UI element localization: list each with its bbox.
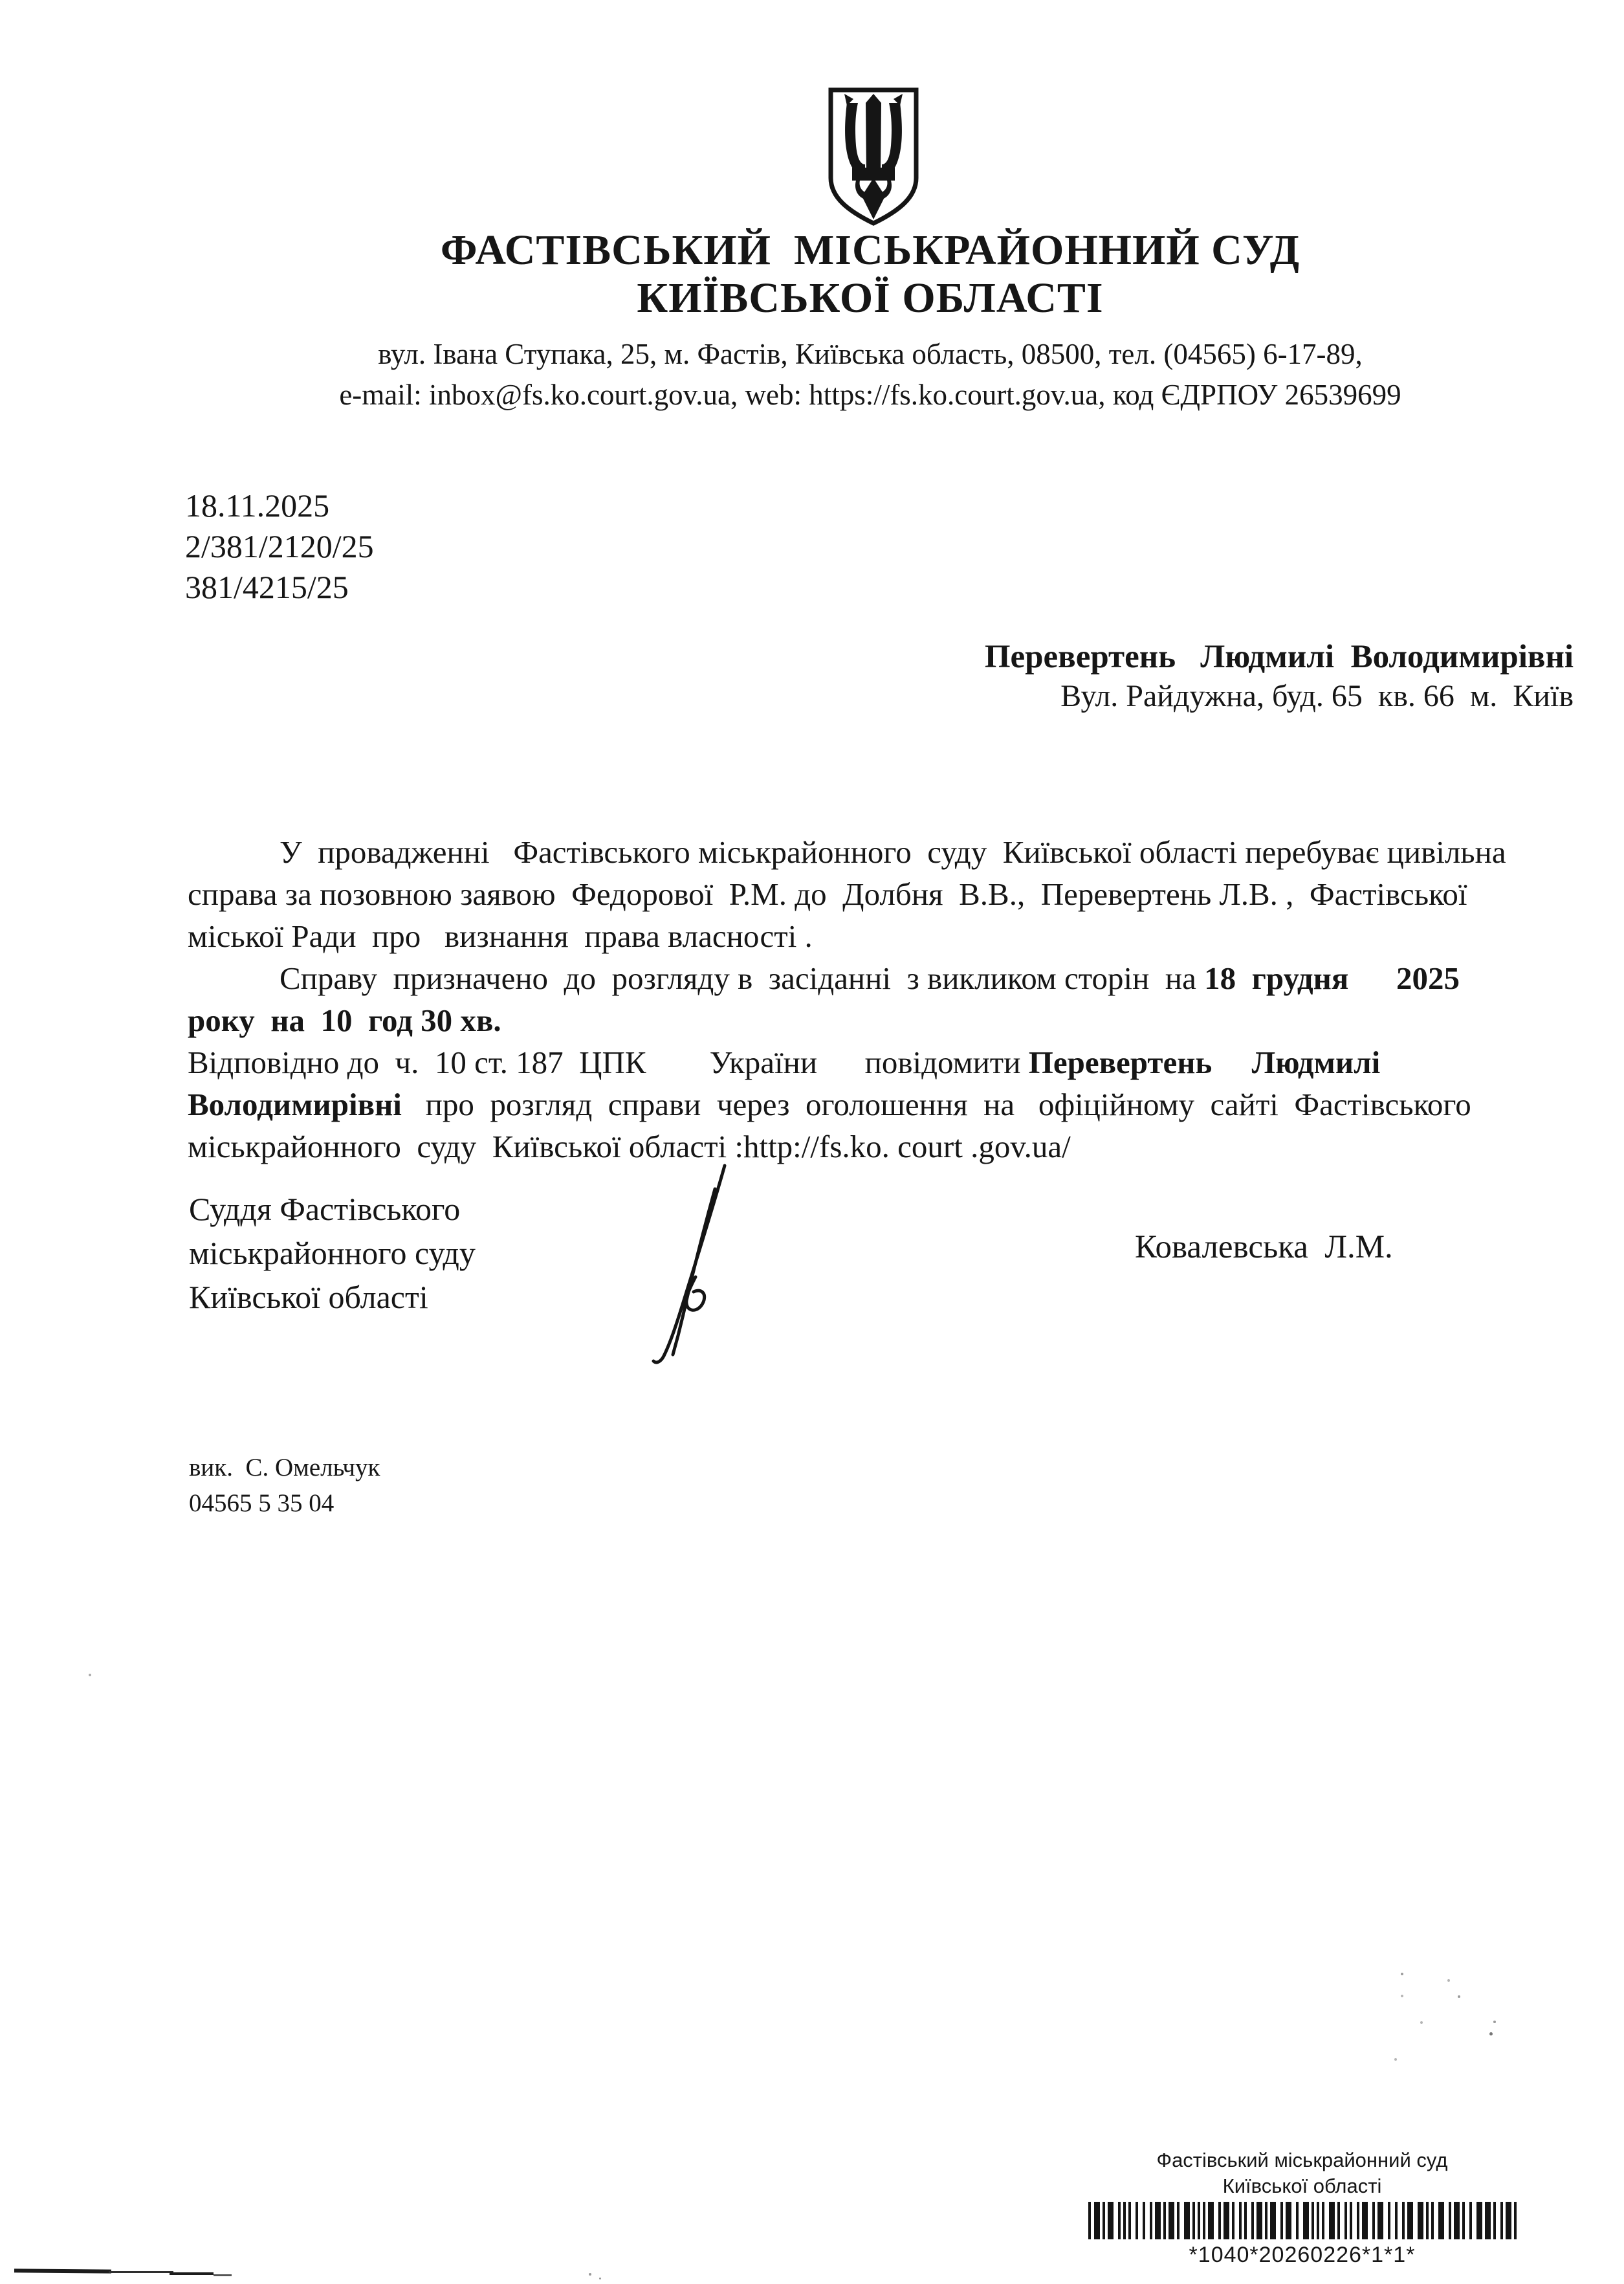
judge-name: Ковалевська Л.М.	[1135, 1229, 1393, 1265]
outgoing-number: 381/4215/25	[185, 569, 349, 605]
scan-smudge	[109, 2271, 173, 2273]
recipient-address: Вул. Райдужна, буд. 65 кв. 66 м. Київ	[1060, 679, 1574, 713]
judge-title-block	[189, 1187, 476, 1319]
barcode-org-line1: Фастівський міськрайонний суд	[1156, 2149, 1448, 2171]
text-line: Володимирівні про розгляд справи через оголошення на офіційному сайті Фастівського	[188, 1087, 1471, 1122]
executor-phone: 04565 5 35 04	[189, 1489, 335, 1517]
executor-block	[189, 1450, 380, 1521]
recipient-block	[776, 637, 1574, 716]
letterhead	[175, 227, 1566, 322]
text-line: справа за позовною заявою Федорової Р.М. до Долбня В.В., Перевертень Л.В. , Фастівської	[188, 876, 1467, 912]
text-line: року на 10 год 30 хв.	[188, 1003, 501, 1038]
handwritten-signature-icon	[615, 1162, 751, 1369]
text-line: Справу призначено до розгляду в засіданні з викликом сторін на 18 грудня 2025	[280, 960, 1460, 996]
scan-smudge	[14, 2268, 111, 2273]
court-contacts: e-mail: inbox@fs.ko.court.gov.ua, web: https://fs.ko.court.gov.ua, код ЄДРПОУ 26539699	[339, 379, 1401, 411]
barcode-org-line2: Київської області	[1222, 2175, 1382, 2197]
judge-title-line2: міськрайонного суду	[189, 1235, 476, 1271]
judge-title-line3: Київської області	[189, 1279, 428, 1315]
ukraine-trident-coat-of-arms-icon	[825, 86, 922, 228]
text-line: У провадженні Фастівського міськрайонного суду Київської області перебуває цивільна	[280, 834, 1506, 870]
scan-smudge	[214, 2274, 232, 2276]
judge-title-line1: Суддя Фастівського	[189, 1191, 461, 1227]
executor-name: вик. С. Омельчук	[189, 1454, 380, 1481]
scan-speckle	[89, 1674, 91, 1676]
document-date: 18.11.2025	[185, 487, 330, 524]
court-title-line1: ФАСТІВСЬКИЙ МІСЬКРАЙОННИЙ СУД	[440, 227, 1300, 274]
case-info	[185, 485, 374, 608]
text-line: міськрайонного суду Київської області :http://fs.ko. court .gov.ua/	[188, 1129, 1071, 1164]
court-title-line2: КИЇВСЬКОЇ ОБЛАСТІ	[637, 274, 1104, 322]
scan-speckle	[589, 2273, 591, 2276]
body-text	[188, 831, 1611, 1168]
scan-smudge	[170, 2272, 214, 2275]
scan-speckle	[599, 2278, 601, 2279]
scan-speckle	[1401, 1995, 1403, 1997]
barcode	[1045, 2202, 1559, 2239]
scan-speckle	[1401, 1973, 1403, 1975]
letterhead-contacts	[175, 334, 1566, 416]
scan-speckle	[1447, 1979, 1450, 1982]
text-line: Відповідно до ч. 10 ст. 187 ЦПК України повідомити Перевертень Людмилі	[188, 1045, 1381, 1080]
barcode-code-text: *1040*20260226*1*1*	[1189, 2243, 1416, 2267]
recipient-name: Перевертень Людмилі Володимирівні	[984, 639, 1574, 675]
court-address: вул. Івана Ступака, 25, м. Фастів, Київська область, 08500, тел. (04565) 6-17-89,	[378, 338, 1363, 370]
case-number: 2/381/2120/25	[185, 528, 374, 564]
scan-speckle	[1420, 2021, 1423, 2024]
scan-speckle	[1489, 2032, 1493, 2035]
scan-speckle	[1394, 2058, 1397, 2061]
barcode-block	[1045, 2147, 1559, 2269]
scan-speckle	[1493, 2021, 1496, 2023]
text-line: міської Ради про визнання права власності .	[188, 918, 813, 954]
scan-speckle	[1458, 1995, 1460, 1998]
